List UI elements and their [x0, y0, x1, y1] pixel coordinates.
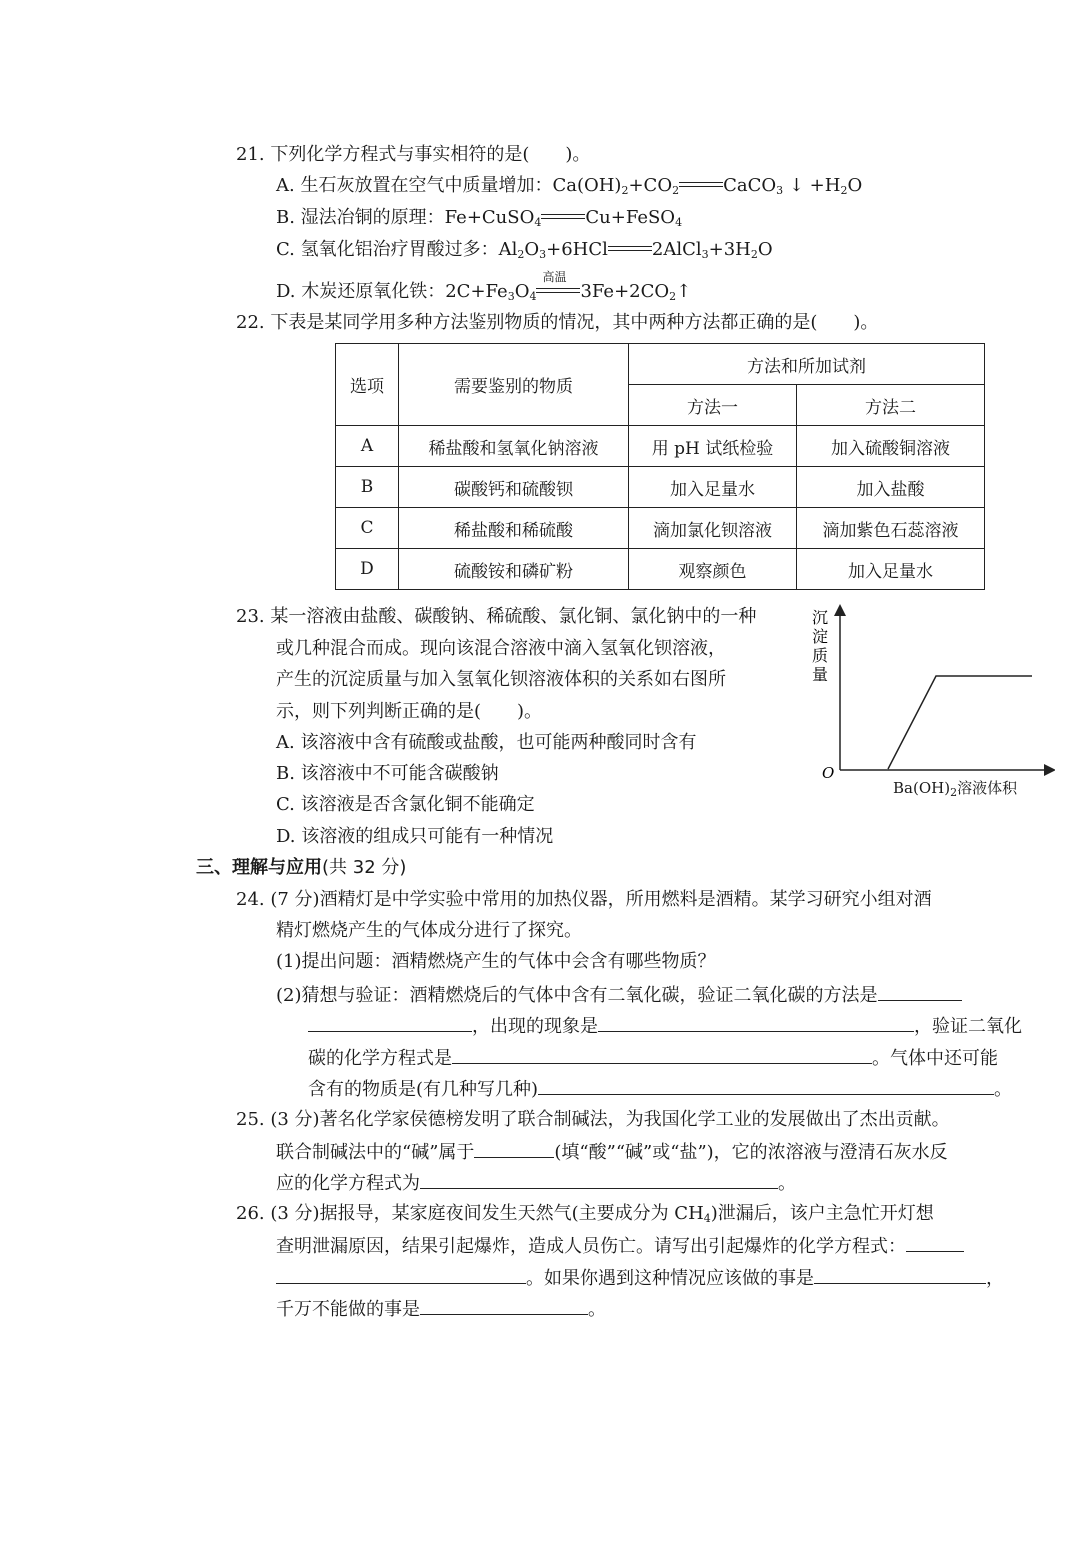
cell-option: D — [336, 549, 399, 590]
answer-blank[interactable] — [906, 1233, 964, 1252]
precipitation-graph — [800, 600, 1055, 800]
answer-blank[interactable] — [452, 1045, 872, 1064]
origin-label: O — [822, 764, 835, 782]
q21-option-c: C. 氢氧化铝治疗胃酸过多：$Al_2O_3+6HCl$ $2AlCl_3+3H_2O$ — [276, 239, 773, 261]
table-row — [336, 426, 985, 467]
cell-method-1: 观察颜色 — [629, 549, 797, 590]
q21-option-b: B. 湿法冶铜的原理：Fe+CuSO$_4$ Cu+FeSO$_4$ — [276, 207, 683, 229]
q24-line-2: 精灯燃烧产生的气体成分进行了探究。 — [276, 920, 582, 941]
cell-method-1: 加入足量水 — [629, 467, 797, 508]
q24-line-1: 24. (7 分)酒精灯是中学实验中常用的加热仪器，所用燃料是酒精。某学习研究小组对酒 — [236, 889, 932, 910]
q26-line-2: 查明泄漏原因，结果引起爆炸，造成人员伤亡。请写出引起爆炸的化学方程式： — [276, 1233, 964, 1259]
cell-method-1: 用 pH 试纸检验 — [629, 426, 797, 467]
q24-line-5: ，出现的现象是 ，验证二氧化 — [308, 1013, 1022, 1039]
header-method-1: 方法一 — [629, 385, 797, 426]
precipitate-curve — [888, 676, 1032, 769]
y-label-char: 质 — [812, 646, 829, 665]
x-axis-label: $Ba(OH)_2$溶液体积 — [893, 779, 1018, 799]
q23-option-a: A. 该溶液中含有硫酸或盐酸，也可能两种酸同时含有 — [276, 732, 697, 753]
header-option: 选项 — [336, 344, 399, 426]
q23-stem-1: 23. 某一溶液由盐酸、碳酸钠、稀硫酸、氯化铜、氯化钠中的一种 — [236, 606, 757, 627]
q25-line-3: 应的化学方程式为 。 — [276, 1170, 796, 1196]
answer-blank[interactable] — [598, 1013, 914, 1032]
reaction-condition: 高温 — [542, 270, 567, 284]
table-row — [336, 508, 985, 549]
answer-blank[interactable] — [308, 1013, 472, 1032]
answer-blank[interactable] — [878, 982, 962, 1001]
q22-stem: 22. 下表是某同学用多种方法鉴别物质的情况，其中两种方法都正确的是( )。 — [236, 312, 879, 333]
cell-method-2: 加入盐酸 — [797, 467, 985, 508]
q24-line-7: 含有的物质是(有几种写几种) 。 — [308, 1076, 1012, 1102]
cell-option: B — [336, 467, 399, 508]
q26-line-4: 千万不能做的事是 。 — [276, 1296, 606, 1322]
cell-option: A — [336, 426, 399, 467]
equals-sign — [608, 245, 652, 255]
q25-line-1: 25. (3 分)著名化学家侯德榜发明了联合制碱法，为我国化学工业的发展做出了杰出贡献。 — [236, 1109, 950, 1130]
section-heading: 三、理解与应用(共 32 分) — [196, 857, 407, 878]
answer-blank[interactable] — [474, 1139, 554, 1158]
cell-method-1: 滴加氯化钡溶液 — [629, 508, 797, 549]
answer-blank[interactable] — [276, 1265, 526, 1284]
q24-line-3: (1)提出问题：酒精燃烧产生的气体中会含有哪些物质？ — [276, 951, 716, 972]
cell-method-2: 加入足量水 — [797, 549, 985, 590]
cell-substance: 稀盐酸和稀硫酸 — [399, 508, 629, 549]
q26-line-1: 26. (3 分)据报导，某家庭夜间发生天然气(主要成分为 $CH_4$)泄漏后，该户主急忙开灯想 — [236, 1203, 934, 1225]
cell-substance: 硫酸铵和磷矿粉 — [399, 549, 629, 590]
cell-option: C — [336, 508, 399, 549]
q23-stem-3: 产生的沉淀质量与加入氢氧化钡溶液体积的关系如右图所 — [276, 669, 726, 690]
equals-sign — [541, 213, 585, 223]
y-label-char: 量 — [812, 665, 829, 684]
q23-option-b: B. 该溶液中不可能含碳酸钠 — [276, 763, 499, 784]
q23-stem-2: 或几种混合而成。现向该混合溶液中滴入氢氧化钡溶液， — [276, 638, 726, 659]
q23-option-c: C. 该溶液是否含氯化铜不能确定 — [276, 794, 535, 815]
q26-line-3: 。如果你遇到这种情况应该做的事是 ， — [276, 1265, 1004, 1291]
cell-substance: 稀盐酸和氢氧化钠溶液 — [399, 426, 629, 467]
q25-line-2: 联合制碱法中的“碱”属于 (填“酸”“碱”或“盐”)，它的浓溶液与澄清石灰水反 — [276, 1139, 948, 1165]
cell-substance: 碳酸钙和硫酸钡 — [399, 467, 629, 508]
equals-sign — [679, 181, 723, 191]
cell-method-2: 加入硫酸铜溶液 — [797, 426, 985, 467]
q24-line-4: (2)猜想与验证：酒精燃烧后的气体中含有二氧化碳，验证二氧化碳的方法是 — [276, 982, 962, 1008]
table-row — [336, 467, 985, 508]
header-method-2: 方法二 — [797, 385, 985, 426]
answer-blank[interactable] — [814, 1265, 986, 1284]
y-label-char: 沉 — [812, 608, 829, 627]
cell-method-2: 滴加紫色石蕊溶液 — [797, 508, 985, 549]
answer-blank[interactable] — [420, 1296, 588, 1315]
header-substance: 需要鉴别的物质 — [399, 344, 629, 426]
answer-blank[interactable] — [420, 1170, 778, 1189]
equals-sign — [536, 270, 580, 297]
q24-line-6: 碳的化学方程式是 。气体中还可能 — [308, 1045, 998, 1071]
q23-stem-4: 示，则下列判断正确的是( )。 — [276, 701, 543, 722]
q21-stem: 21. 下列化学方程式与事实相符的是( )。 — [236, 144, 591, 165]
table-row — [336, 549, 985, 590]
y-label-char: 淀 — [812, 627, 829, 646]
answer-blank[interactable] — [538, 1076, 994, 1095]
q22-table — [335, 343, 985, 590]
q23-option-d: D. 该溶液的组成只可能有一种情况 — [276, 826, 554, 847]
q21-option-d: D. 木炭还原氧化铁：$2C+Fe_3O_4$ 高温 $3Fe+2CO_2↑$ — [276, 280, 691, 304]
q21-option-a: A. 生石灰放置在空气中质量增加：$Ca(OH)_2+CO_2$ CaCO$_3$ ↓ $+H_2O$ — [276, 175, 863, 197]
header-methods: 方法和所加试剂 — [629, 344, 985, 385]
